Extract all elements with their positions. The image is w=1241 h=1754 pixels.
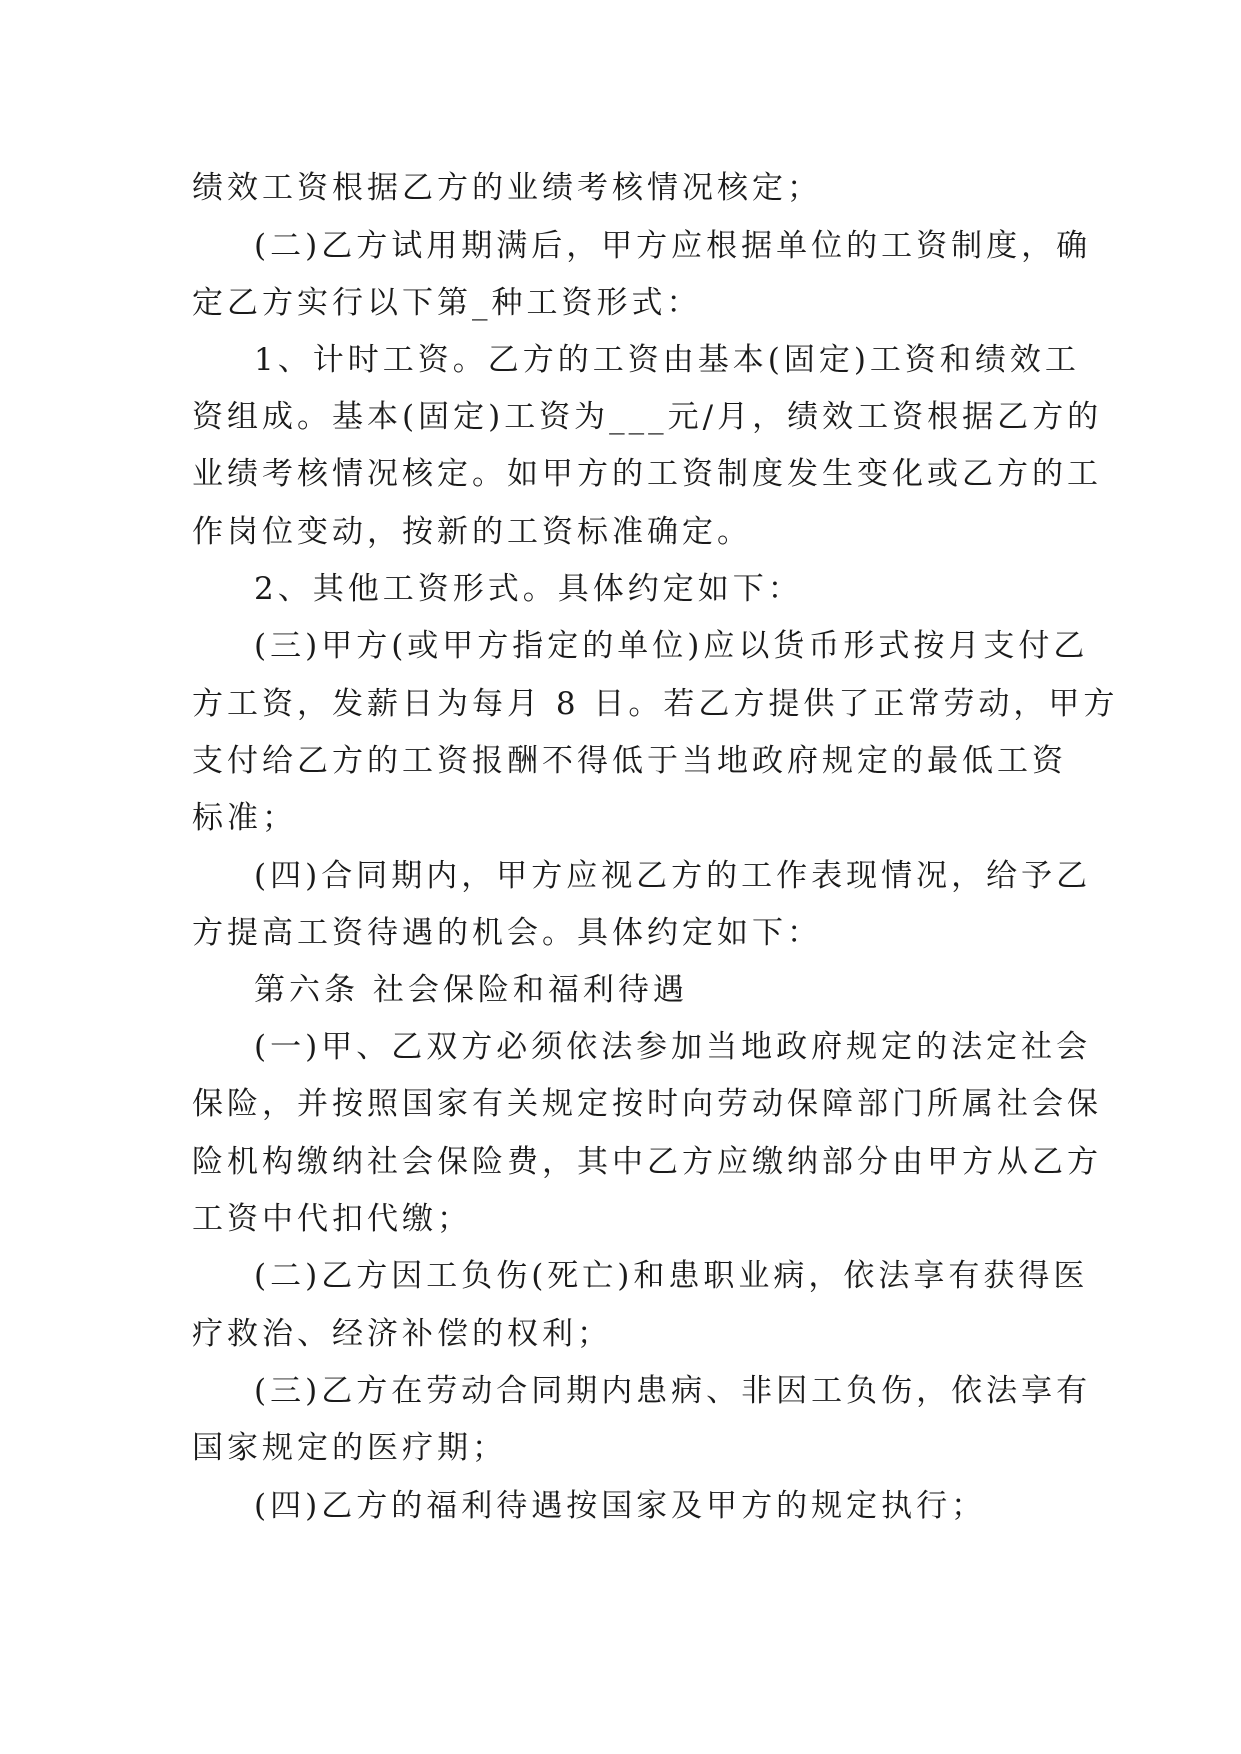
section-heading: 第六条 社会保险和福利待遇 [254,972,688,1008]
text-line: (三)乙方在劳动合同期内患病、非因工负伤，依法享有 [254,1373,1092,1409]
text-line: 1、计时工资。乙方的工资由基本(固定)工资和绩效工 [254,342,1080,378]
text-line: (四)乙方的福利待遇按国家及甲方的规定执行； [254,1488,987,1524]
text-line: 业绩考核情况核定。如甲方的工资制度发生变化或乙方的工 [192,456,1102,492]
text-line: (二)乙方试用期满后，甲方应根据单位的工资制度，确 [254,228,1092,264]
text-line: (四)合同期内，甲方应视乙方的工作表现情况，给予乙 [254,858,1092,894]
text-line: 作岗位变动，按新的工资标准确定。 [192,514,752,550]
text-line: 资组成。基本(固定)工资为___元/月，绩效工资根据乙方的 [192,399,1103,435]
text-line: 绩效工资根据乙方的业绩考核情况核定； [192,170,822,206]
text-line: (三)甲方(或甲方指定的单位)应以货币形式按月支付乙 [254,628,1089,664]
text-line: (二)乙方因工负伤(死亡)和患职业病，依法享有获得医 [254,1258,1089,1294]
text-line: 支付给乙方的工资报酬不得低于当地政府规定的最低工资 [192,743,1067,779]
text-line: 保险，并按照国家有关规定按时向劳动保障部门所属社会保 [192,1086,1102,1122]
text-line: 疗救治、经济补偿的权利； [192,1316,612,1352]
text-line: 标准； [192,800,297,836]
text-line: 工资中代扣代缴； [192,1201,472,1237]
text-line: 险机构缴纳社会保险费，其中乙方应缴纳部分由甲方从乙方 [192,1144,1102,1180]
text-line: 方提高工资待遇的机会。具体约定如下： [192,915,822,951]
text-line: 2、其他工资形式。具体约定如下： [254,571,803,607]
text-line: (一)甲、乙双方必须依法参加当地政府规定的法定社会 [254,1029,1092,1065]
text-line: 国家规定的医疗期； [192,1430,507,1466]
text-line: 方工资，发薪日为每月 8 日。若乙方提供了正常劳动，甲方 [192,686,1119,722]
text-line: 定乙方实行以下第_种工资形式： [192,285,702,321]
